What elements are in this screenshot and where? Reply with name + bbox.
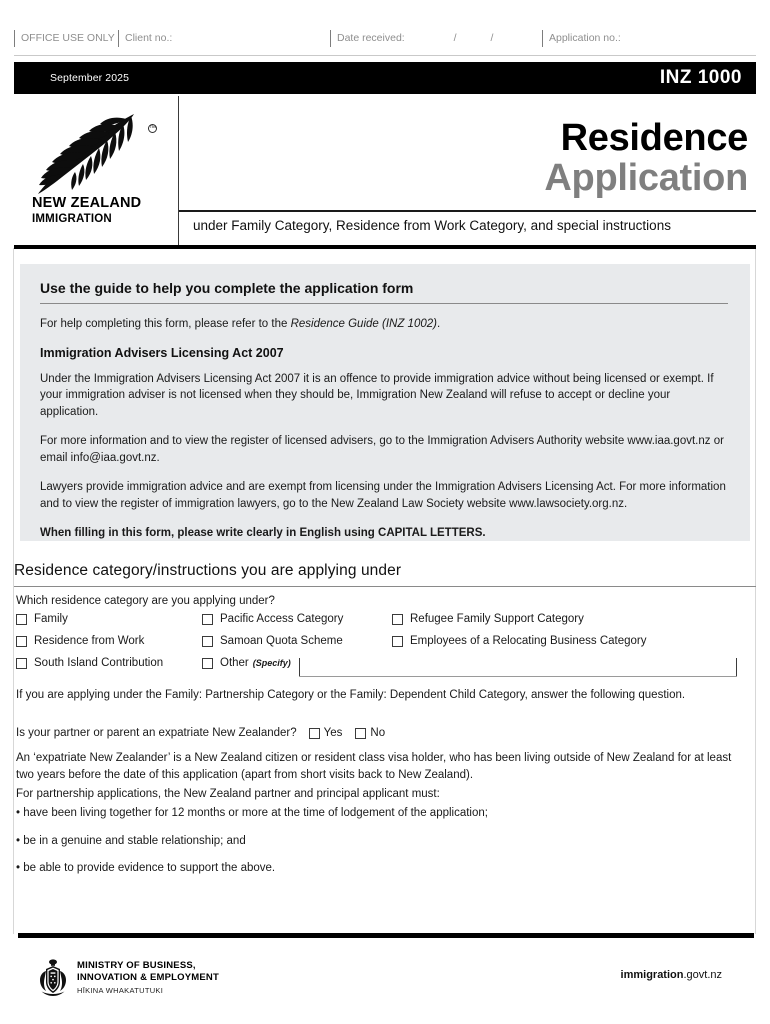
category-checkbox-grid <box>16 613 756 679</box>
expatriate-question-row <box>16 725 736 742</box>
logo-line-immigration: IMMIGRATION <box>32 213 112 225</box>
guide-panel <box>20 264 750 541</box>
date-slash-2: / <box>490 32 494 44</box>
category-section-header <box>14 562 756 587</box>
advisers-info-paragraph: For more information and to view the register of licensed advisers, go to the Immigration Advisers Authority website www.iaa.govt.nz or email info@iaa.govt.nz. <box>40 435 724 464</box>
inz-logo <box>24 110 174 230</box>
capital-letters-note: When filling in this form, please write clearly in English using CAPITAL LETTERS. <box>40 527 486 539</box>
category-question: Which residence category are you applying under? <box>16 595 275 607</box>
other-specify-hint: (Specify) <box>252 658 291 668</box>
checkbox-box-icon[interactable] <box>202 636 213 647</box>
nz-coat-of-arms-icon <box>38 958 68 998</box>
checkbox-label: Employees of a Relocating Business Category <box>410 635 647 647</box>
guide-heading: Use the guide to help you complete the application form <box>40 280 414 296</box>
checkbox-box-icon[interactable] <box>202 614 213 625</box>
form-version-bar <box>14 62 756 94</box>
footer-website-brand: immigration <box>620 969 684 981</box>
expatriate-question-label: Is your partner or parent an expatriate New Zealander? <box>16 727 297 739</box>
checkbox-employees-relocating-business-category[interactable] <box>392 635 722 647</box>
advisers-act-paragraph: Under the Immigration Advisers Licensing Act 2007 it is an offence to provide immigration advice without being licensed or exempt. If your immigration adviser is not licensed when they should be, Immigration New Zealand will refuse to accept or decline your application. <box>40 372 714 418</box>
list-item: • be in a genuine and stable relationship; and <box>16 834 246 847</box>
checkbox-box-icon[interactable] <box>309 728 320 739</box>
strapline: under Family Category, Residence from Work Category, and special instructions <box>193 218 671 233</box>
footer-rule <box>18 933 754 938</box>
date-received-field[interactable] <box>330 30 542 56</box>
checkbox-refugee-family-support-category[interactable] <box>392 613 722 625</box>
checkbox-label: Other <box>220 657 249 669</box>
checkbox-box-icon[interactable] <box>202 658 213 669</box>
client-no-label: Client no.: <box>125 32 173 44</box>
checkbox-box-icon[interactable] <box>355 728 366 739</box>
guide-heading-rule <box>40 303 728 304</box>
trademark-icon: ™ <box>149 125 156 132</box>
partnership-requirements-lead: For partnership applications, the New Zealand partner and principal applicant must: <box>16 788 440 800</box>
title-area <box>179 96 756 248</box>
checkbox-label: Pacific Access Category <box>220 613 344 625</box>
checkbox-south-island-contribution[interactable] <box>16 657 202 669</box>
client-no-field[interactable] <box>118 30 330 56</box>
logo-line-new-zealand: NEW ZEALAND <box>32 195 142 211</box>
date-separators <box>454 32 528 44</box>
partnership-intro: If you are applying under the Family: Partnership Category or the Family: Dependent Child Category, answer the following question. <box>16 689 686 701</box>
list-item: • have been living together for 12 months or more at the time of lodgement of the application; <box>16 807 488 819</box>
checkbox-box-icon[interactable] <box>16 658 27 669</box>
footer-website <box>621 969 722 981</box>
page-title: Residence <box>560 117 748 159</box>
category-row-3 <box>16 657 756 679</box>
checkbox-label: No <box>370 727 386 739</box>
title-rule <box>179 210 756 212</box>
footer-website-domain: .govt.nz <box>683 969 722 981</box>
other-specify-input[interactable] <box>299 657 737 677</box>
checkbox-samoan-quota-scheme[interactable] <box>202 635 392 647</box>
checkbox-pacific-access-category[interactable] <box>202 613 392 625</box>
category-section-rule <box>14 586 756 587</box>
silver-fern-icon <box>30 110 152 196</box>
office-use-label: OFFICE USE ONLY <box>14 30 118 56</box>
guide-intro-suffix: . <box>436 318 441 330</box>
partnership-requirements-list <box>16 805 736 888</box>
lawyers-paragraph: Lawyers provide immigration advice and are exempt from licensing under the Immigration Advisers Licensing Act. For more information and to view the register of immigration lawyers, go to the New Zealand Law Society website www.lawsociety.org.nz. <box>40 481 726 510</box>
expatriate-definition: An ‘expatriate New Zealander’ is a New Zealand citizen or resident class visa holder, who has been living outside of New Zealand for at least two years before the date of this application (apart from short visits back to New Zealand). <box>16 752 732 781</box>
form-date: September 2025 <box>50 72 130 84</box>
office-use-row <box>14 30 756 56</box>
mbie-logo <box>38 958 219 998</box>
body-right-hairline <box>755 248 756 934</box>
form-footer <box>18 958 754 1008</box>
category-row-1 <box>16 613 756 635</box>
checkbox-box-icon[interactable] <box>16 614 27 625</box>
guide-intro-prefix: For help completing this form, please refer to the <box>40 318 291 330</box>
mbie-wordmark <box>77 958 219 995</box>
form-header <box>14 96 756 248</box>
application-no-label: Application no.: <box>549 32 621 44</box>
checkbox-label: Samoan Quota Scheme <box>220 635 343 647</box>
checkbox-expatriate-no[interactable] <box>355 725 385 742</box>
category-row-2 <box>16 635 756 657</box>
ministry-line-1: MINISTRY OF BUSINESS, <box>77 960 196 971</box>
ministry-line-3-maori: HĪKINA WHAKATUTUKI <box>77 986 164 995</box>
application-no-field[interactable] <box>542 30 756 56</box>
list-item: • be able to provide evidence to support the above. <box>16 862 276 874</box>
checkbox-box-icon[interactable] <box>392 614 403 625</box>
date-received-label: Date received: <box>337 32 405 44</box>
checkbox-residence-from-work[interactable] <box>16 635 202 647</box>
page-subtitle: Application <box>544 157 748 199</box>
checkbox-label: Residence from Work <box>34 635 145 647</box>
checkbox-box-icon[interactable] <box>392 636 403 647</box>
checkbox-family[interactable] <box>16 613 202 625</box>
checkbox-label: Yes <box>323 727 343 739</box>
header-bottom-rule <box>14 245 756 249</box>
guide-intro <box>40 316 728 333</box>
ministry-line-2: INNOVATION & EMPLOYMENT <box>77 972 219 983</box>
body-left-hairline <box>13 248 14 934</box>
checkbox-expatriate-yes[interactable] <box>309 725 343 742</box>
checkbox-other[interactable] <box>202 657 291 669</box>
advisers-act-heading: Immigration Advisers Licensing Act 2007 <box>40 345 284 360</box>
checkbox-label: Refugee Family Support Category <box>410 613 584 625</box>
guide-intro-reference: Residence Guide (INZ 1002) <box>290 318 437 330</box>
checkbox-label: South Island Contribution <box>34 657 164 669</box>
checkbox-box-icon[interactable] <box>16 636 27 647</box>
expatriate-answer-group <box>309 725 398 742</box>
category-section-title: Residence category/instructions you are applying under <box>14 562 402 579</box>
date-slash-1: / <box>453 32 457 44</box>
form-code: INZ 1000 <box>659 67 742 88</box>
checkbox-label: Family <box>34 613 68 625</box>
